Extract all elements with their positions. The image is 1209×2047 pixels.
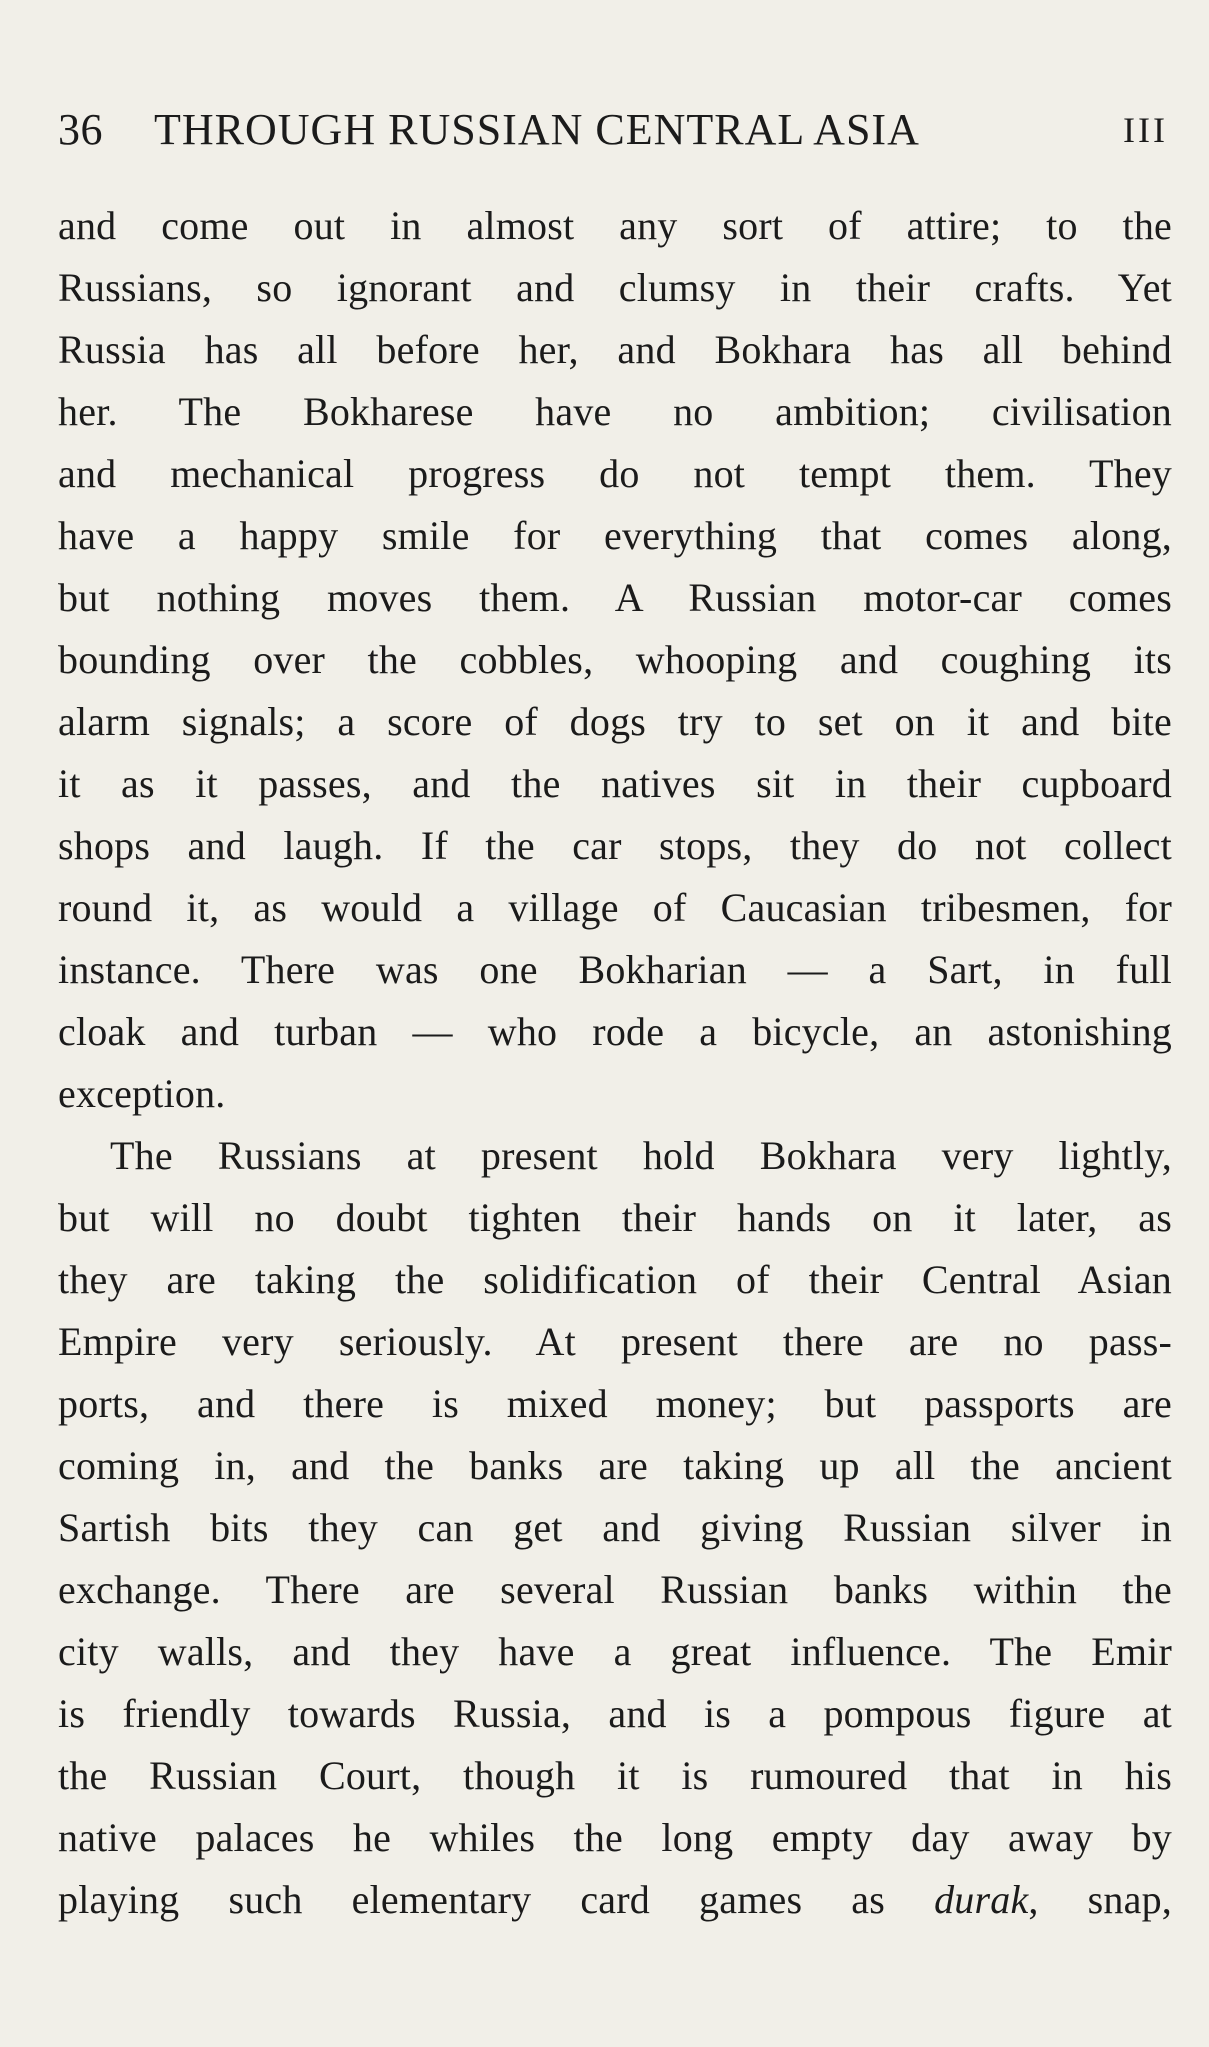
- text-line: shops and laugh. If the car stops, they do not collect: [58, 823, 1172, 868]
- text-line: bounding over the cobbles, whooping and coughing its: [58, 637, 1172, 682]
- text-line: it as it passes, and the natives sit in their cupboard: [58, 761, 1172, 806]
- text-line: Russians, so ignorant and clumsy in their crafts. Yet: [58, 265, 1172, 310]
- text-line: instance. There was one Bokharian — a Sart, in full: [58, 947, 1172, 992]
- text-line: coming in, and the banks are taking up all the ancient: [58, 1443, 1172, 1488]
- text-line: they are taking the solidification of their Central Asian: [58, 1257, 1172, 1302]
- page-number: 36: [58, 105, 103, 154]
- text-line: and mechanical progress do not tempt them. They: [58, 451, 1172, 496]
- text-line: exception.: [58, 1071, 226, 1116]
- text-line: but will no doubt tighten their hands on it later, as: [58, 1195, 1172, 1240]
- text-line: native palaces he whiles the long empty day away by: [58, 1815, 1172, 1860]
- text-line: is friendly towards Russia, and is a pompous figure at: [58, 1691, 1172, 1736]
- body-text: [58, 195, 1172, 1931]
- text-line: Russia has all before her, and Bokhara has all behind: [58, 327, 1172, 372]
- book-title: THROUGH RUSSIAN CENTRAL ASIA: [154, 105, 920, 154]
- text-line-last: [58, 1869, 1172, 1931]
- text-line: The Russians at present hold Bokhara very lightly,: [110, 1133, 1172, 1178]
- text-line: city walls, and they have a great influence. The Emir: [58, 1629, 1172, 1674]
- text-line: alarm signals; a score of dogs try to set on it and bite: [58, 699, 1172, 744]
- text-line: exchange. There are several Russian banks within the: [58, 1567, 1172, 1612]
- text-line: ports, and there is mixed money; but passports are: [58, 1381, 1172, 1426]
- running-head: [58, 100, 1168, 160]
- text-line: and come out in almost any sort of attire; to the: [58, 203, 1172, 248]
- text-line: the Russian Court, though it is rumoured that in his: [58, 1753, 1172, 1798]
- text-line: Empire very seriously. At present there are no pass-: [58, 1319, 1172, 1364]
- text-line: round it, as would a village of Caucasian tribesmen, for: [58, 885, 1172, 930]
- text-fragment: , snap,: [1028, 1877, 1172, 1922]
- text-line: have a happy smile for everything that comes along,: [58, 513, 1172, 558]
- text-line: Sartish bits they can get and giving Russian silver in: [58, 1505, 1172, 1550]
- text-line: cloak and turban — who rode a bicycle, an astonishing: [58, 1009, 1172, 1054]
- text-line: but nothing moves them. A Russian motor-car comes: [58, 575, 1172, 620]
- text-line: her. The Bokharese have no ambition; civilisation: [58, 389, 1172, 434]
- chapter-number: III: [1123, 110, 1168, 150]
- text-fragment: playing such elementary card games as: [58, 1877, 935, 1922]
- italic-word: durak: [934, 1877, 1029, 1922]
